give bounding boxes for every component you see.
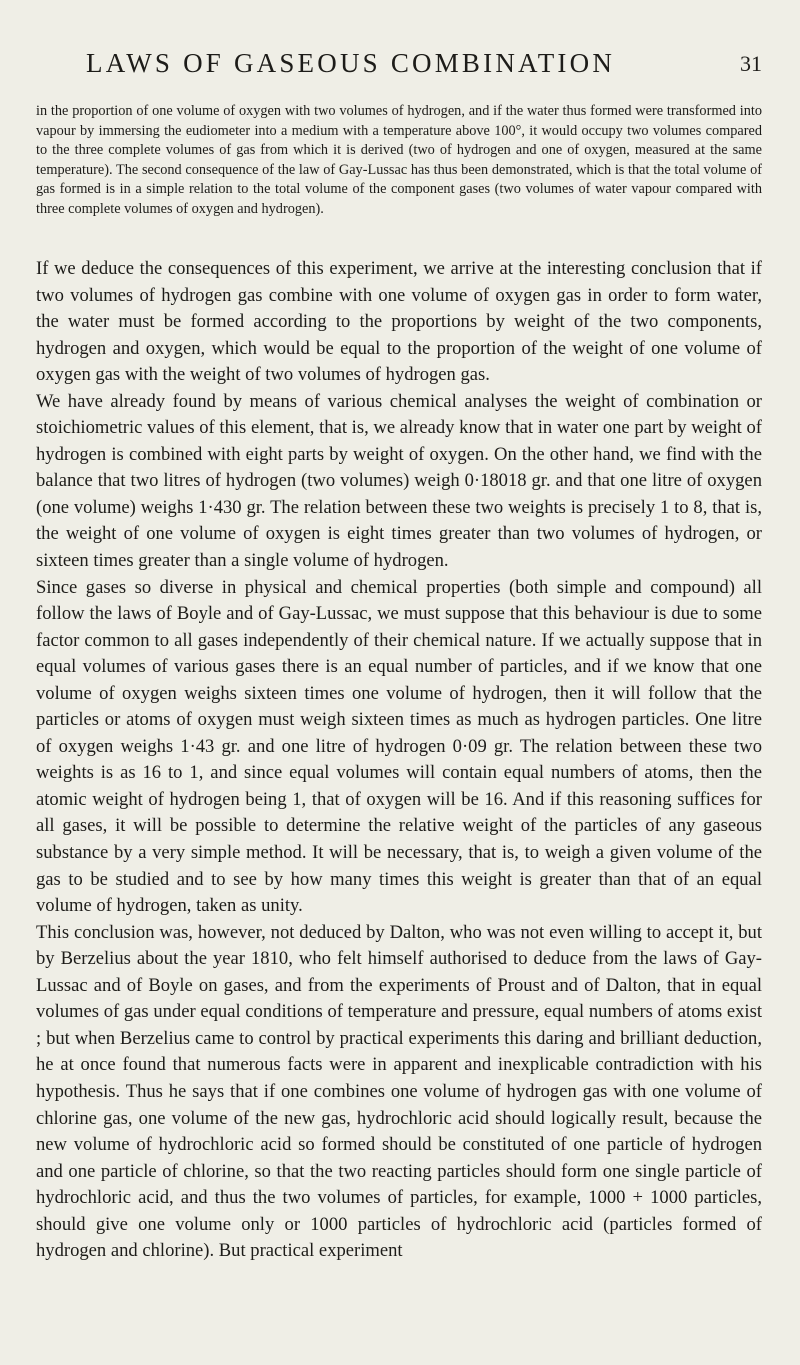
small-print-paragraph: in the proportion of one volume of oxygen with two volumes of hydrogen, and if the water thus formed were transformed into vapour by immersing the eudiometer into a medium with a temperature above 100°, it would occupy two volumes compared to the three complete volumes of gas from which it is derived (two of hydrogen and one of oxygen, measured at the same temperature). The second consequence of the law of Gay-Lussac has thus been demonstrated, which is that the total volume of gas formed is in a simple relation to the total volume of the component gases (two volumes of water vapour compared with three complete volumes of oxygen and hydrogen).	[36, 103, 762, 217]
paragraph: We have already found by means of various chemical analyses the weight of combination or stoichiometric values of this element, that is, we already know that in water one part by weight of hydrogen is combined with eight parts by weight of oxygen. On the other hand, we find with the balance that two litres of hydrogen (two volumes) weigh 0·18018 gr. and that one litre of oxygen (one volume) weighs 1·430 gr. The relation between these two weights is precisely 1 to 8, that is, the weight of one volume of oxygen is eight times greater than two volumes of hydrogen, or sixteen times greater than a single volume of hydrogen.	[36, 390, 762, 572]
running-head	[36, 48, 762, 88]
paragraph: If we deduce the consequences of this experiment, we arrive at the interesting conclusion that if two volumes of hydrogen gas combine with one volume of oxygen gas in order to form water, the water must be formed according to the proportions by weight of the two components, hydrogen and oxygen, which would be equal to the proportion of the weight of one volume of oxygen gas with the weight of two volumes of hydrogen gas.	[36, 258, 762, 386]
running-title: LAWS OF GASEOUS COMBINATION	[86, 48, 616, 78]
paragraph: Since gases so diverse in physical and chemical properties (both simple and compound) all follow the laws of Boyle and of Gay-Lussac, we must suppose that this behaviour is due to some factor common to all gases independently of their chemical nature. If we actually suppose that in equal volumes of various gases there is an equal number of particles, and if we know that one volume of oxygen weighs sixteen times one volume of hydrogen, then it will follow that the particles or atoms of oxygen must weigh sixteen times as much as hydrogen particles. One litre of oxygen weighs 1·43 gr. and one litre of hydrogen 0·09 gr. The relation between these two weights is as 16 to 1, and since equal volumes will contain equal numbers of atoms, then the atomic weight of hydrogen being 1, that of oxygen will be 16. And if this reasoning suffices for all gases, it will be possible to determine the relative weight of the particles of any gaseous substance by a very simple method. It will be necessary, that is, to weigh a given volume of the gas to be studied and to see by how many times this weight is greater than that of an equal volume of hydrogen, taken as unity.	[36, 576, 762, 917]
body-text	[36, 256, 762, 1265]
page-number: 31	[740, 51, 762, 76]
paragraph: This conclusion was, however, not deduced by Dalton, who was not even willing to accept it, but by Berzelius about the year 1810, who felt himself authorised to deduce from the laws of Gay-Lussac and of Boyle on gases, and from the experiments of Proust and of Dalton, that in equal volumes of gas under equal conditions of temperature and pressure, equal numbers of atoms exist ; but when Berzelius came to control by practical experiments this daring and brilliant deduction, he at once found that numerous facts were in apparent and inexplicable contradiction with his hypothesis. Thus he says that if one combines one volume of hydrogen gas with one volume of chlorine gas, one volume of the new gas, hydrochloric acid should logically result, because the new volume of hydrochloric acid so formed should be constituted of one particle of hydrogen and one particle of chlorine, so that the two reacting particles should form one single particle of hydrochloric acid, and thus the two volumes of particles, for example, 1000 + 1000 particles, should give one volume only or 1000 particles of hydrochloric acid (particles formed of hydrogen and chlorine). But practical experiment	[36, 921, 762, 1262]
